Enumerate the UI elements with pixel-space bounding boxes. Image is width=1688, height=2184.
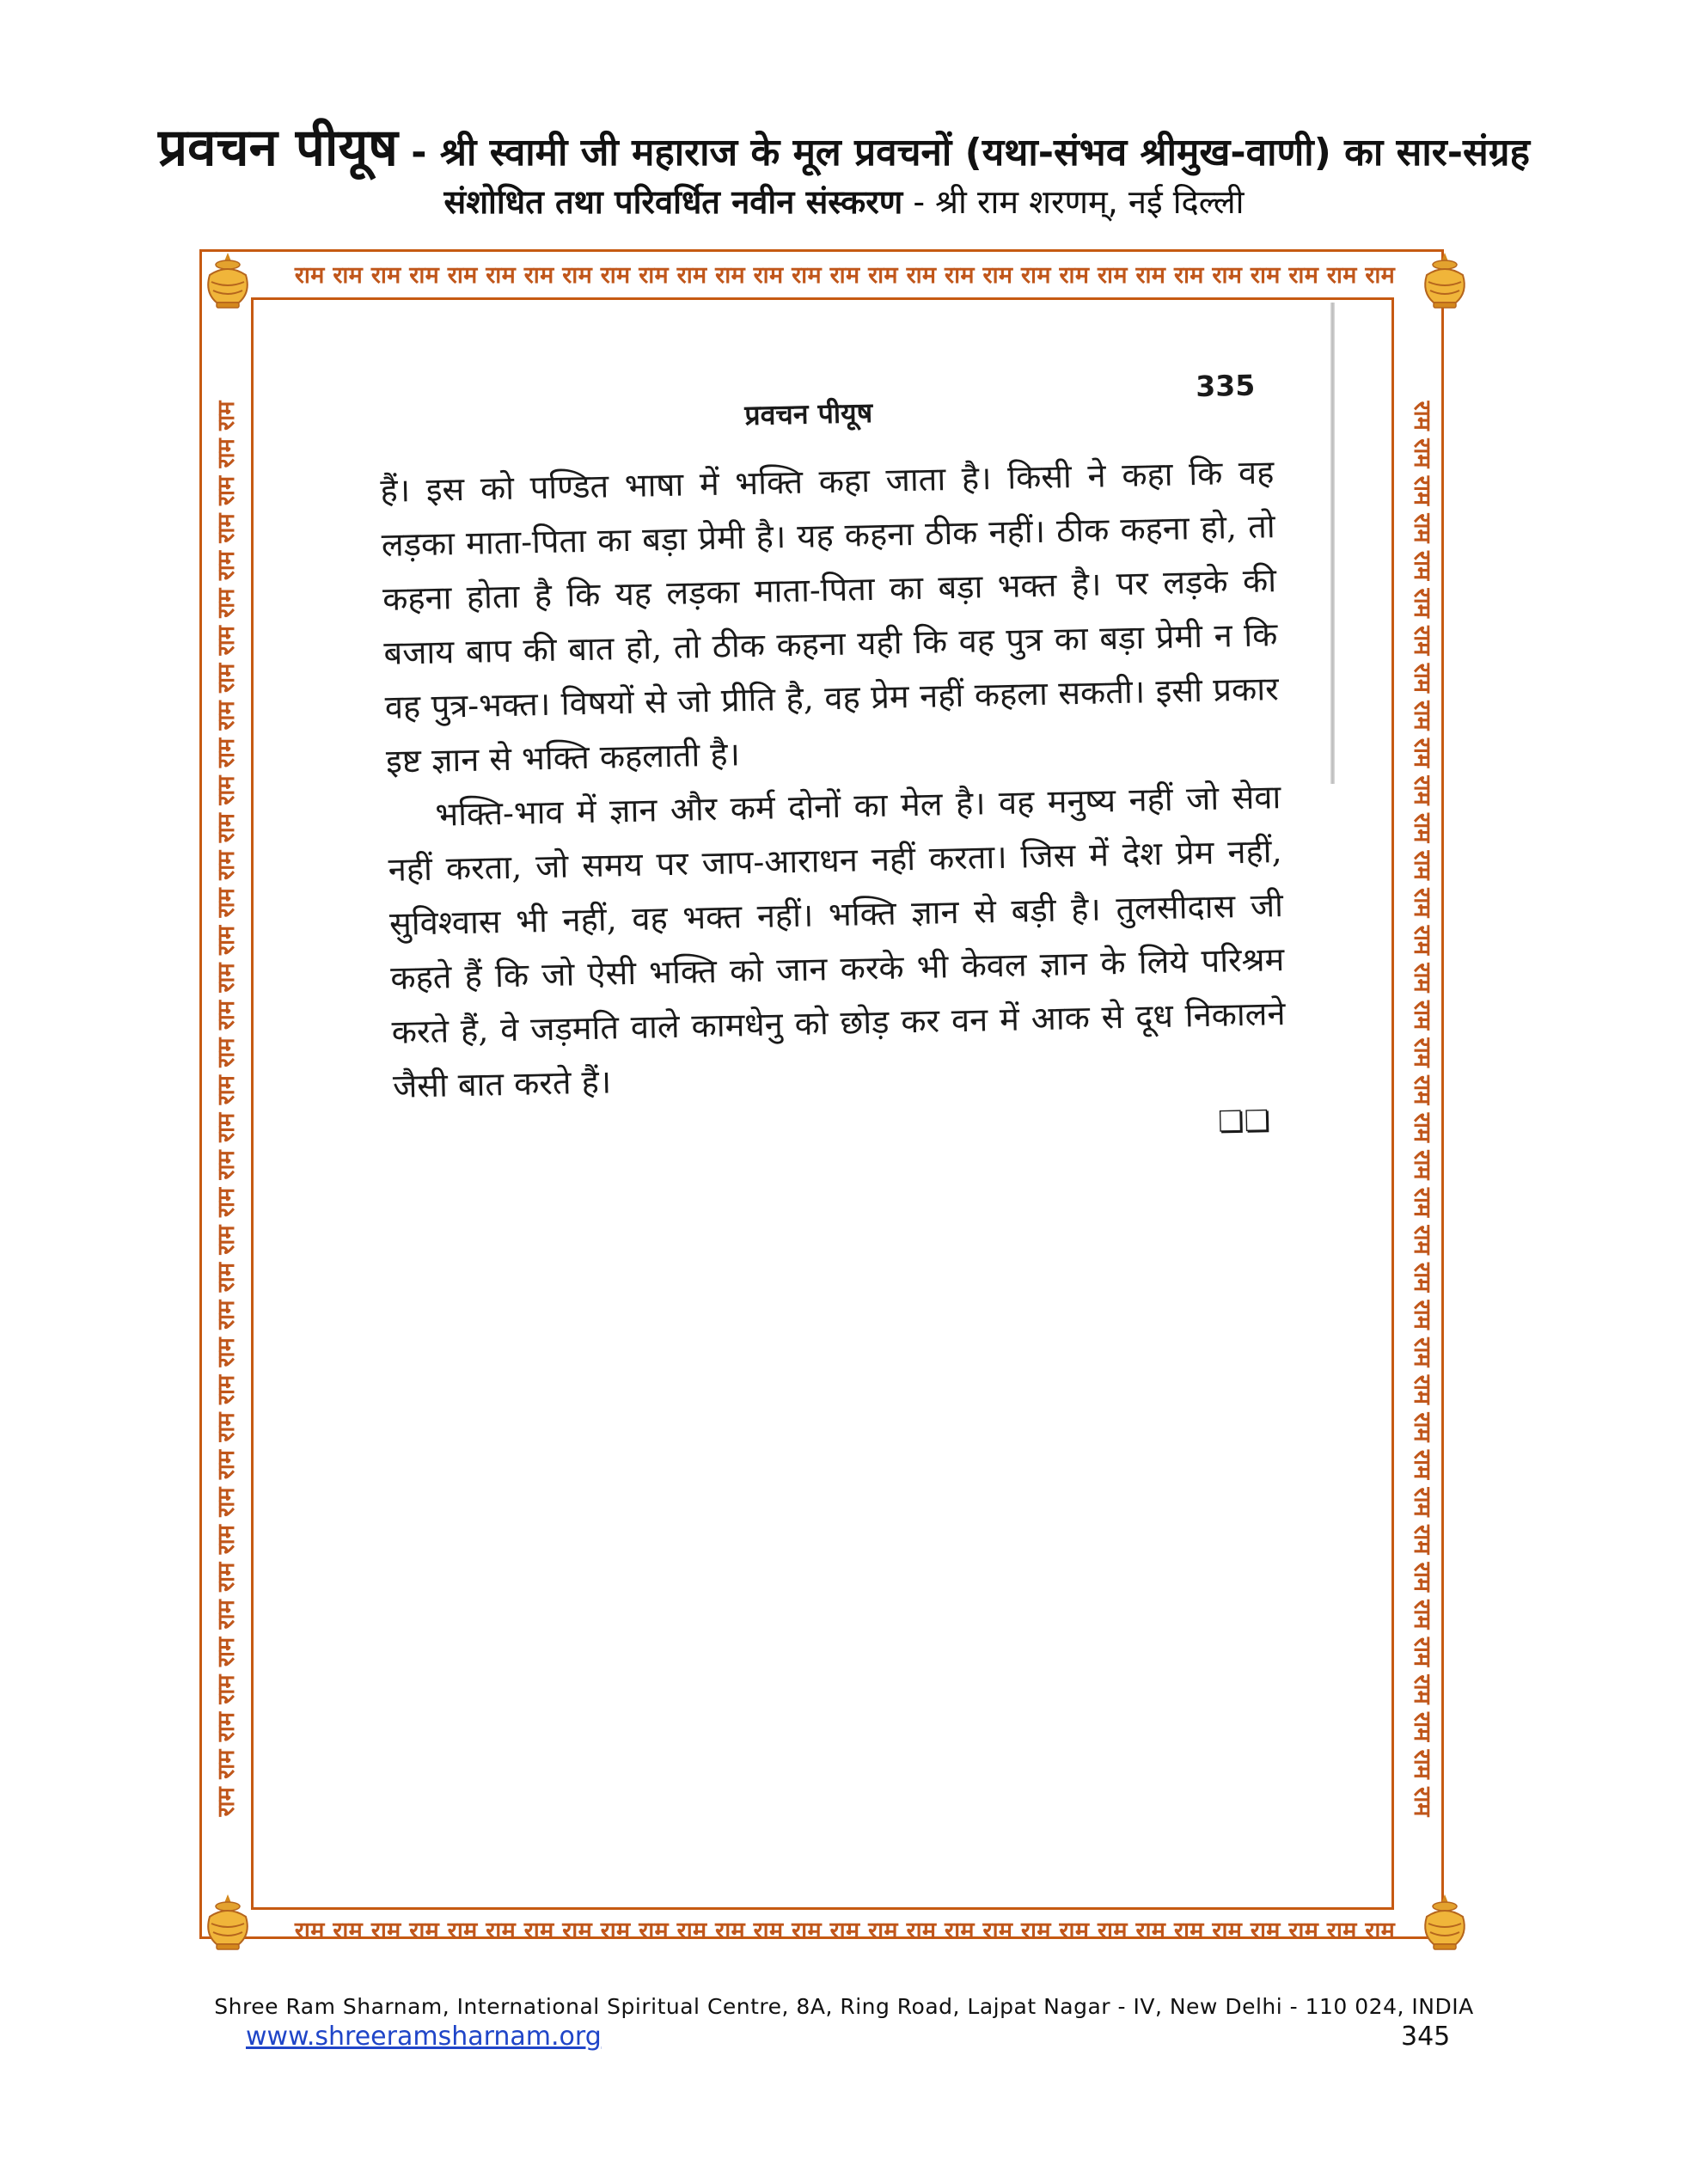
ram-border-bottom: राम राम राम राम राम राम राम राम राम राम राम राम राम राम राम राम राम राम राम राम राम राम राम राम राम राम राम राम राम [294, 1918, 1396, 1944]
title-main: प्रवचन पीयूष [158, 118, 398, 178]
paragraph-1: हैं। इस को पण्डित भाषा में भक्ति कहा जाता है। किसी ने कहा कि वह लड़का माता-पिता का बड़ा प्रेमी है। यह कहना ठीक नहीं। ठीक कहना हो, तो कहना होता है कि यह लड़का माता-पिता का बड़ा भक्त है। पर लड़के की बजाय बाप की बात हो, तो ठीक कहना यही कि वह पुत्र का बड़ा प्रेमी न कि वह पुत्र-भक्त। विषयों से जो प्रीति है, वह प्रेम नहीं कहला सकती। इसी प्रकार इष्ट ज्ञान से भक्ति कहलाती है। [380, 453, 1280, 780]
title-separator: - [397, 131, 440, 174]
edition-publisher: - श्री राम शरणम्, नई दिल्ली [902, 183, 1245, 221]
kalash-icon [1418, 249, 1471, 313]
paragraph-2: भक्ति-भाव में ज्ञान और कर्म दोनों का मेल है। वह मनुष्य नहीं जो सेवा नहीं करता, जो समय पर जाप-आराधन नहीं करता। जिस में देश प्रेम नहीं, सुविश्वास भी नहीं, वह भक्त नहीं। भक्ति ज्ञान से बड़ी है। तुलसीदास जी कहते हैं कि जो ऐसी भक्ति को जान करके भी केवल ज्ञान के लिये परिश्रम करते हैं, वे जड़मति वाले कामधेनु को छोड़ कर वन में आक से दूध निकालने जैसी बात करते हैं। [388, 778, 1286, 1105]
ram-border-top: राम राम राम राम राम राम राम राम राम राम राम राम राम राम राम राम राम राम राम राम राम राम राम राम राम राम राम राम राम [294, 262, 1396, 289]
book-running-title: प्रवचन पीयूष [744, 395, 873, 432]
scan-edge-shadow [1330, 303, 1335, 784]
book-page-content [378, 368, 1288, 1157]
kalash-icon [201, 1891, 254, 1955]
website-link[interactable]: www.shreeramsharnam.org [246, 2022, 602, 2052]
ram-border-left-text: राम राम राम राम राम राम राम राम राम राम राम राम राम राम राम राम राम राम राम राम राम राम राम राम राम राम राम राम राम राम राम राम राम राम राम राम राम राम [213, 401, 240, 1817]
ram-border-right [1399, 327, 1444, 1891]
footer-address: Shree Ram Sharnam, International Spiritual Centre, 8A, Ring Road, Lajpat Nagar - IV, New Delhi - 110 024, INDIA [214, 1994, 1474, 2019]
page-title [0, 110, 1688, 180]
pdf-page-number: 345 [1401, 2022, 1451, 2052]
book-page-number: 335 [1195, 368, 1256, 404]
edition-line [0, 179, 1688, 223]
end-mark: ❏❏ [1217, 1104, 1271, 1140]
kalash-icon [201, 249, 254, 313]
ram-border-right-text: राम राम राम राम राम राम राम राम राम राम राम राम राम राम राम राम राम राम राम राम राम राम राम राम राम राम राम राम राम राम राम राम राम राम राम राम राम राम [1409, 401, 1435, 1817]
ram-border-left [205, 327, 249, 1891]
kalash-icon [1418, 1891, 1471, 1955]
edition-bold: संशोधित तथा परिवर्धित नवीन संस्करण [443, 183, 903, 221]
title-subtitle: श्री स्वामी जी महाराज के मूल प्रवचनों (यथा-संभव श्रीमुख-वाणी) का सार-संग्रह [439, 131, 1530, 174]
